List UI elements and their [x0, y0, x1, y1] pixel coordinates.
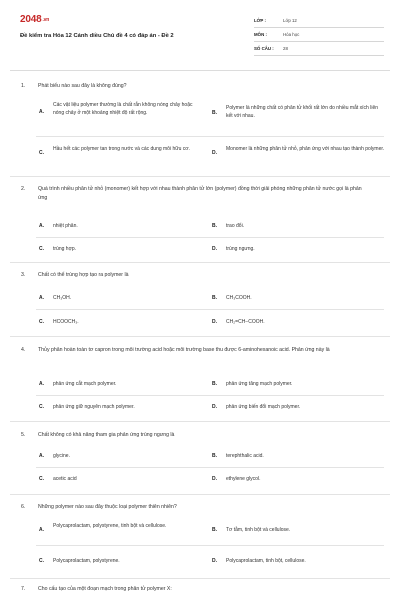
option-letter: B. — [212, 110, 217, 116]
option-text: CH₂=CH−COOH. — [226, 319, 265, 325]
row-divider — [36, 395, 384, 396]
question-number: 4. — [21, 347, 26, 353]
option-letter: B. — [212, 453, 217, 459]
row-divider — [36, 309, 384, 310]
option-text: acetic acid — [53, 476, 77, 482]
option-letter: C. — [39, 404, 44, 410]
option-text: trùng ngưng. — [226, 246, 255, 252]
option-letter: B. — [212, 223, 217, 229]
logo-main: 2048 — [20, 14, 42, 25]
option-letter: C. — [39, 150, 44, 156]
option-letter: B. — [212, 381, 217, 387]
meta-value: Lớp 12 — [283, 18, 297, 23]
option-text: Monomer là những phân tử nhỏ, phản ứng với nhau tạo thành polymer. — [226, 146, 385, 152]
meta-label: LỚP : — [254, 18, 266, 23]
question-divider — [10, 421, 390, 422]
option-letter: C. — [39, 246, 44, 252]
question-number: 2. — [21, 186, 26, 192]
option-text: phản ứng cắt mạch polymer. — [53, 381, 117, 387]
option-text: CH₃COOH. — [226, 295, 252, 301]
option-letter: B. — [212, 527, 217, 533]
option-text: Các vật liệu polymer thường là chất rắn không nóng chảy hoặc nóng chảy ở một khoảng nhiệt độ rất rộng. — [53, 102, 193, 116]
option-letter: C. — [39, 319, 44, 325]
option-text: Tơ tằm, tinh bột và cellulose. — [226, 527, 291, 533]
question-text: Phát biểu nào sau đây là không đúng? — [38, 83, 127, 89]
question-divider — [10, 262, 390, 263]
question-divider — [10, 336, 390, 337]
meta-label: SỐ CÂU : — [254, 46, 274, 51]
question-divider — [10, 578, 390, 579]
question-number: 3. — [21, 272, 26, 278]
option-text: phản ứng biến đổi mạch polymer. — [226, 404, 301, 410]
option-letter: A. — [39, 453, 44, 459]
option-text: HCOOCH₃. — [53, 319, 79, 325]
question-number: 5. — [21, 432, 26, 438]
option-text: ethylene glycol. — [226, 476, 261, 482]
question-divider — [10, 176, 390, 177]
option-text: Polycaprolactam, tinh bột, cellulose. — [226, 558, 306, 564]
question-number: 7. — [21, 586, 26, 592]
option-letter: C. — [39, 558, 44, 564]
option-letter: A. — [39, 295, 44, 301]
option-letter: C. — [39, 476, 44, 482]
question-text: Quá trình nhiều phân tử nhỏ (monomer) kết hợp với nhau thành phân tử lớn (polymer) đồng thời giải phóng những phân tử nước gọi là phản ứng — [38, 186, 362, 201]
option-text: terephthalic acid. — [226, 453, 264, 459]
meta-value: 28 — [283, 46, 288, 51]
option-letter: D. — [212, 558, 217, 564]
option-letter: B. — [212, 295, 217, 301]
question-divider — [10, 494, 390, 495]
option-letter: A. — [39, 527, 44, 533]
row-divider — [36, 136, 384, 137]
option-text: glycine. — [53, 453, 70, 459]
meta-label: MÔN : — [254, 32, 267, 37]
option-letter: D. — [212, 404, 217, 410]
row-divider — [36, 467, 384, 468]
row-divider — [36, 545, 384, 546]
question-number: 1. — [21, 83, 26, 89]
option-letter: A. — [39, 381, 44, 387]
option-text: Polymer là những chất có phân tử khối rất lớn do nhiều mắt xích liên kết với nhau. — [226, 105, 378, 119]
question-text: Cho cấu tạo của một đoạn mạch trong phân tử polymer X: — [38, 586, 172, 592]
option-text: CH₃OH. — [53, 295, 72, 301]
option-letter: D. — [212, 150, 217, 156]
option-text: Polycaprolactam, polystyrene, tinh bột và cellulose. — [53, 523, 167, 529]
option-text: Polycaprolactam, polystyrene. — [53, 558, 120, 564]
option-letter: D. — [212, 246, 217, 252]
row-divider — [36, 237, 384, 238]
question-text: Chất không có khả năng tham gia phản ứng trùng ngưng là — [38, 432, 175, 438]
option-letter: D. — [212, 319, 217, 325]
option-letter: D. — [212, 476, 217, 482]
option-letter: A. — [39, 223, 44, 229]
option-text: Hầu hết các polymer tan trong nước và các dung môi hữu cơ. — [53, 146, 190, 152]
option-text: trùng hợp. — [53, 246, 77, 252]
question-text: Thủy phân hoàn toàn tơ capron trong môi trường acid hoặc môi trường base thu được 6-aminohexanoic acid. Phản ứng này là — [38, 347, 330, 353]
logo-suffix: .vn — [42, 17, 50, 23]
option-letter: A. — [39, 109, 44, 115]
option-text: phản ứng tăng mạch polymer. — [226, 381, 293, 387]
option-text: trao đổi. — [226, 223, 245, 229]
question-text: Chất có thể trùng hợp tạo ra polymer là — [38, 272, 129, 278]
meta-value: Hóa học — [283, 32, 300, 37]
option-text: nhiệt phân. — [53, 223, 78, 229]
question-text: Những polymer nào sau đây thuộc loại polymer thiên nhiên? — [38, 504, 177, 510]
option-text: phản ứng giữ nguyên mạch polymer. — [53, 404, 135, 410]
document-title: Đề kiểm tra Hóa 12 Cánh diều Chủ đề 4 có đáp án - Đề 2 — [20, 33, 174, 39]
question-number: 6. — [21, 504, 26, 510]
